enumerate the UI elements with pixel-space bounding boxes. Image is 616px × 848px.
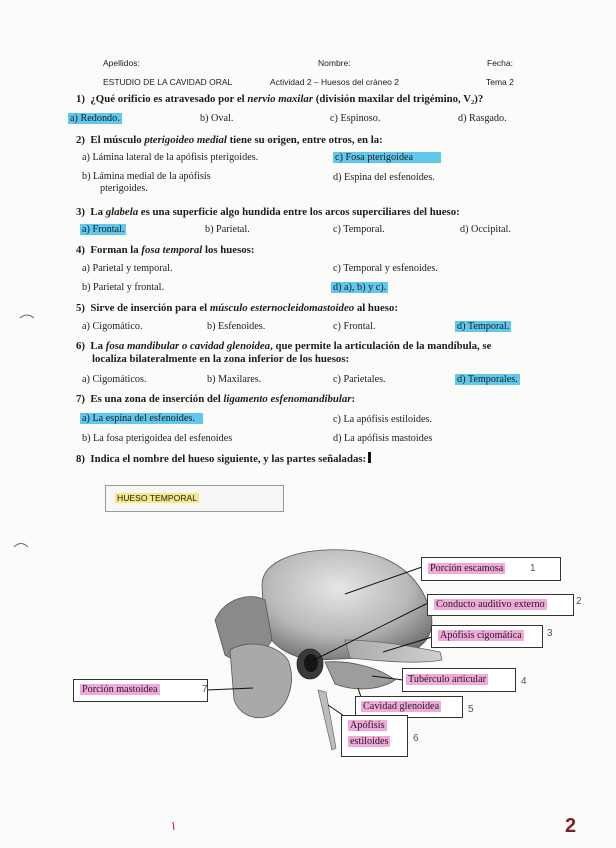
- q1-option-c: c) Espinoso.: [330, 113, 381, 124]
- q3-option-a: a) Frontal.: [82, 224, 125, 235]
- question-5: 5) Sirve de inserción para el músculo esternocleidomastoideo al hueso:: [76, 302, 398, 314]
- activity-title: Actividad 2 – Huesos del cráneo 2: [270, 77, 399, 87]
- q4-option-a: a) Parietal y temporal.: [82, 263, 173, 274]
- q5-option-c: c) Frontal.: [333, 321, 376, 332]
- q7-option-d: d) La apófisis mastoides: [333, 433, 433, 444]
- q7-option-c: c) La apófisis estiloides.: [333, 414, 433, 425]
- label-glenoidea: Cavidad glenoidea: [363, 701, 440, 712]
- q3-option-c: c) Temporal.: [333, 224, 385, 235]
- number-4: 4: [521, 676, 527, 687]
- question-7: 7) Es una zona de inserción del ligamento esfenomandibular:: [76, 393, 356, 405]
- fecha-label: Fecha:: [487, 58, 513, 68]
- question-3: 3) La glabela es una superficie algo hundida entre los arcos superciliares del hueso:: [76, 206, 460, 218]
- label-tuberculo: Tubérculo articular: [408, 674, 486, 685]
- question-2: 2) El músculo pterigoideo medial tiene su origen, entre otros, en la:: [76, 134, 383, 146]
- question-8: 8) Indica el nombre del hueso siguiente, y las partes señaladas:: [76, 452, 371, 465]
- q7-option-a: a) La espina del esfenoides.: [80, 413, 203, 424]
- q4-option-c: c) Temporal y esfenoides.: [333, 263, 438, 274]
- q6-option-b: b) Maxilares.: [207, 374, 262, 385]
- q2-option-c: c) Fosa pterigoidea: [333, 152, 441, 163]
- question-6-line2: localiza bilateralmente en la zona inferior de los huesos:: [92, 353, 350, 365]
- q6-option-d: d) Temporales.: [457, 374, 518, 385]
- number-6: 6: [413, 733, 419, 744]
- nombre-label: Nombre:: [318, 58, 351, 68]
- question-1: 1) ¿Qué orificio es atravesado por el nervio maxilar (división maxilar del trigémino, V₂)?: [76, 93, 484, 105]
- number-1: 1: [530, 563, 536, 574]
- q4-option-d: d) a), b) y c).: [333, 282, 387, 293]
- q5-option-d: d) Temporal.: [457, 321, 510, 332]
- number-5: 5: [468, 704, 474, 715]
- q6-option-a: a) Cigomáticos.: [82, 374, 147, 385]
- q6-option-c: c) Parietales.: [333, 374, 386, 385]
- course-title: ESTUDIO DE LA CAVIDAD ORAL: [103, 77, 233, 87]
- label-mastoidea: Porción mastoidea: [82, 684, 158, 695]
- q7-option-b: b) La fosa pterigoidea del esfenoides: [82, 433, 233, 444]
- label-escamosa: Porción escamosa: [430, 563, 504, 574]
- q4-option-b: b) Parietal y frontal.: [82, 282, 165, 293]
- tema-label: Tema 2: [486, 77, 514, 87]
- q1-option-b: b) Oval.: [200, 113, 234, 124]
- number-3: 3: [547, 628, 553, 639]
- apellidos-label: Apellidos:: [103, 58, 140, 68]
- q1-option-a: a) Redondo.: [70, 113, 120, 124]
- label-estiloides-line2: estiloides: [350, 736, 389, 747]
- label-cigomatica: Apófisis cigomática: [440, 630, 522, 641]
- q3-option-d: d) Occipital.: [460, 224, 511, 235]
- q2-option-b: b) Lámina medial de la apófisis: [82, 171, 211, 182]
- q5-option-a: a) Cigomático.: [82, 321, 143, 332]
- number-7: 7: [202, 684, 208, 695]
- page-number: 2: [565, 815, 577, 837]
- q5-option-b: b) Esfenoides.: [207, 321, 266, 332]
- number-2: 2: [576, 596, 582, 607]
- q3-option-b: b) Parietal.: [205, 224, 250, 235]
- question-4: 4) Forman la fosa temporal los huesos:: [76, 244, 255, 256]
- q1-option-d: d) Rasgado.: [458, 113, 507, 124]
- q2-option-a: a) Lámina lateral de la apófisis pterigoides.: [82, 152, 259, 163]
- label-estiloides-line1: Apófisis: [350, 720, 385, 731]
- answer-text: HUESO TEMPORAL: [117, 493, 198, 503]
- q2-option-d: d) Espina del esfenoides.: [333, 172, 435, 183]
- question-6: 6) La fosa mandibular o cavidad glenoidea, que permite la articulación de la mandíbula, se: [76, 340, 492, 352]
- q2-option-b-cont: pterigoides.: [100, 183, 148, 194]
- label-conducto: Conducto auditivo externo: [436, 599, 545, 610]
